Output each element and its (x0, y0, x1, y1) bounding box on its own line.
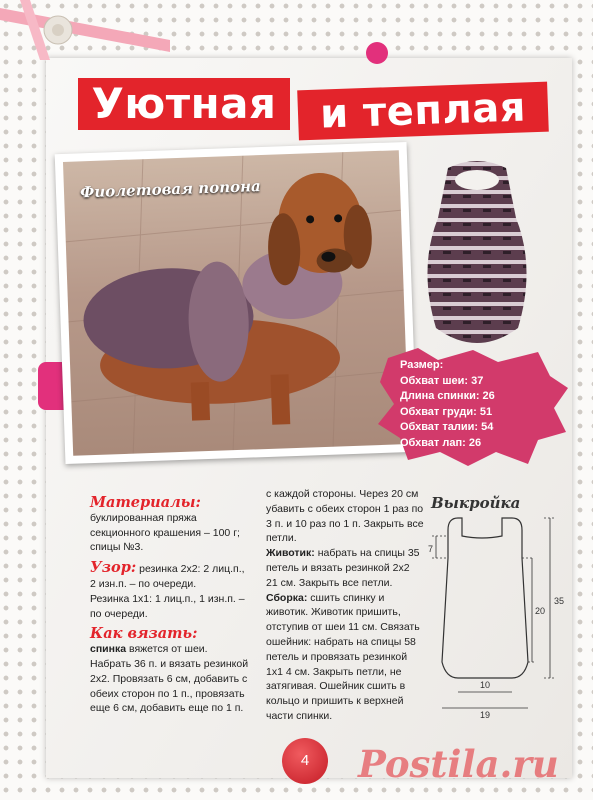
photo-image (63, 150, 409, 456)
materials-heading: Материалы: (90, 494, 201, 511)
howto-heading: Как вязать: (90, 625, 198, 643)
belly-heading: Животик: (266, 547, 315, 560)
scheme-title: Выкройка (431, 494, 521, 512)
dim-20: 20 (535, 606, 546, 616)
size-item: Длина спинки: 26 (400, 390, 495, 402)
dim-7: 7 (428, 544, 434, 554)
instructions-column-1 (90, 496, 250, 716)
howto-text: вяжется от шеи. Набрать 36 п. и вязать резинкой 2х2. Провязать 6 см, добавить с обеих сторон по 1 п., провязать еще 6 см, добавить еще по 1 п. (90, 643, 249, 715)
dim-35: 35 (554, 596, 565, 606)
sweater-image (418, 158, 536, 354)
size-list (400, 358, 495, 451)
ribbon-decoration (0, 0, 170, 60)
dim-10: 10 (480, 680, 491, 690)
size-item: Обхват шеи: 37 (400, 374, 484, 387)
button-decoration (366, 42, 388, 64)
size-item: Обхват груди: 51 (400, 405, 493, 418)
dog-photo (55, 142, 418, 464)
size-heading: Размер: (400, 359, 444, 371)
belly-text: набрать на спицы 35 петель и вязать резинкой 2х2 21 см. Закрыть все петли. (266, 547, 420, 589)
title-line1: Уютная (78, 78, 290, 130)
pattern-scheme (424, 512, 572, 720)
dim-19: 19 (480, 710, 491, 720)
col2-paragraph: с каждой стороны. Через 20 см убавить с обеих сторон 1 раз по 3 п. и 10 раз по 1 п. Закрыть все петли. (266, 488, 424, 545)
page-number: 4 (282, 738, 328, 784)
pattern-heading: Узор: (90, 559, 137, 577)
watermark: Postila.ru (358, 742, 559, 786)
pattern-text-1: резинка 2х2: 2 лиц.п., 2 изн.п. – по очереди. (90, 563, 245, 590)
assembly-heading: Сборка: (266, 591, 308, 604)
title-line2: и теплая (297, 82, 549, 141)
size-item: Обхват лап: 26 (400, 436, 482, 449)
assembly-text: сшить спинку и животик. Животик пришить, отступив от шеи 11 см. Связать ошейник: набрать на спицы 58 петель и провязать резинкой 1х1 4 см. Закрыть петли, не затягивая. Ошейник сшить в кольцо и пришить к верхней части спинки. (266, 591, 420, 722)
pattern-text-2: Резинка 1х1: 1 лиц.п., 1 изн.п. – по очереди. (90, 592, 245, 620)
instructions-column-2 (266, 487, 424, 724)
howto-lead: спинка (90, 643, 127, 656)
photo-caption: Фиолетовая попона (79, 177, 261, 202)
size-item: Обхват талии: 54 (400, 421, 494, 433)
materials-text: буклированная пряжа секционного крашения – 100 г; спицы №3. (90, 511, 240, 554)
